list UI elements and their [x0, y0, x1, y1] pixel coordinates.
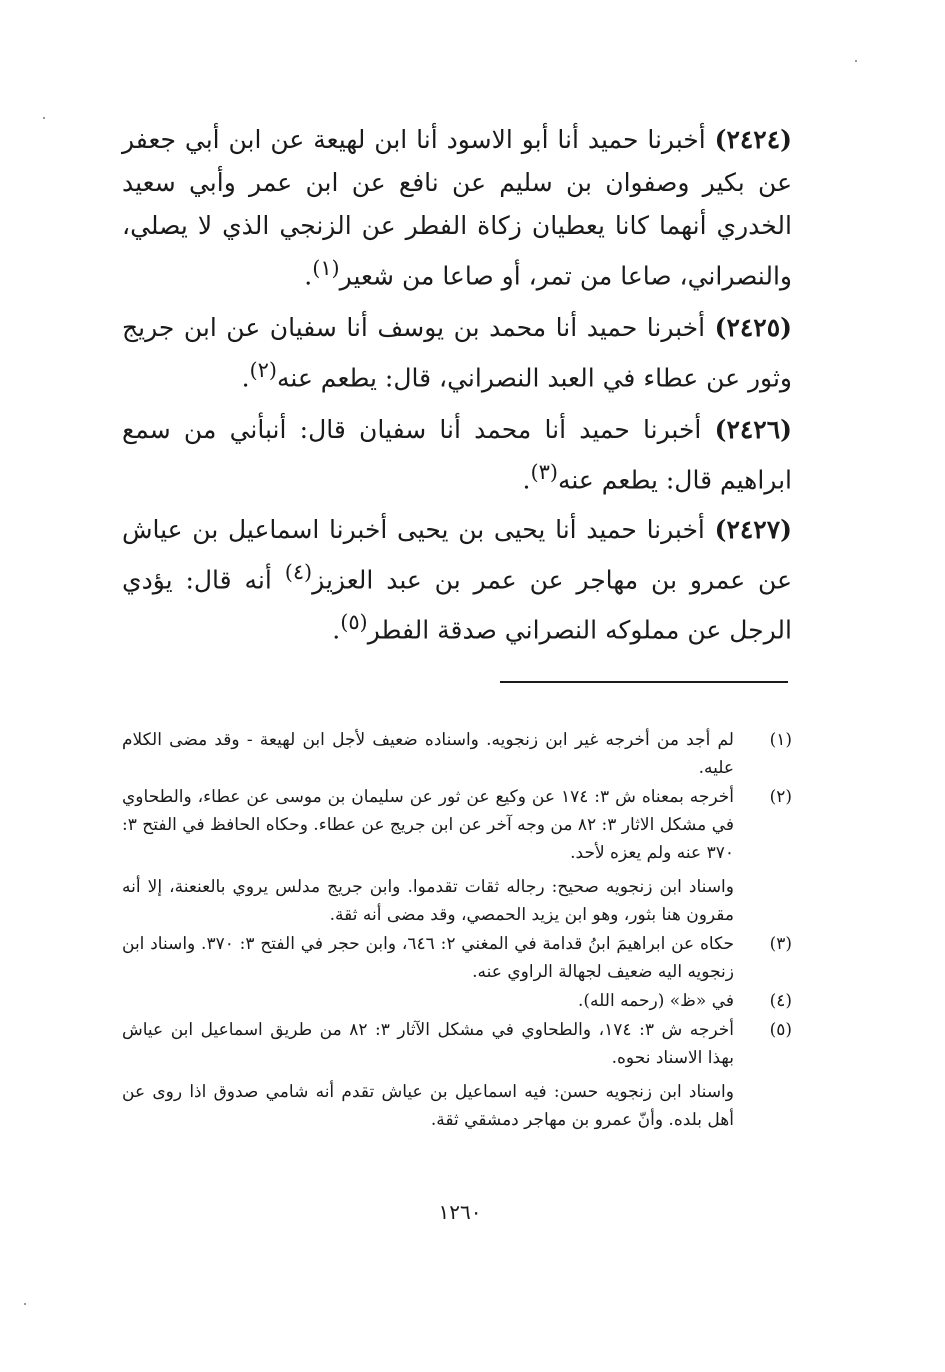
footnote-number: (٣) — [769, 934, 792, 954]
hadith-text: أخبرنا حميد أنا يحيى بن يحيى أخبرنا اسماعيل بن عياش عن عمرو بن مهاجر عن عمر بن عبد العزيز — [122, 515, 792, 595]
hadith-number: (٢٤٢٦) — [714, 415, 792, 444]
footnote-ref: (١) — [312, 256, 340, 280]
footnote-body — [122, 1016, 734, 1134]
footnote-paragraph: واسناد ابن زنجويه حسن: فيه اسماعيل بن عياش تقدم أنه شامي صدوق اذا روى عن أهل بلده. وأنّ عمرو بن مهاجر دمشقي ثقة. — [122, 1082, 734, 1130]
footnote-body — [122, 726, 734, 782]
footnote-paragraph: لم أجد من أخرجه غير ابن زنجويه. واسناده ضعيف لأجل ابن لهيعة - وقد مضى الكلام عليه. — [122, 730, 734, 778]
page-number: ١٢٦٠ — [438, 1200, 482, 1224]
hadith-2425 — [122, 306, 792, 399]
footnote-ref: (٢) — [249, 358, 277, 382]
hadith-number: (٢٤٢٥) — [714, 313, 793, 342]
hadith-2424 — [122, 118, 792, 297]
footnote-body — [122, 987, 734, 1015]
footnote-body — [122, 930, 734, 986]
footnote-ref: (٥) — [340, 610, 368, 635]
footnote-number: (١) — [769, 730, 792, 750]
hadith-text: أنه قال: يؤدي الرجل عن مملوكه النصراني صدقة الفطر — [122, 565, 792, 645]
hadith-2426 — [122, 408, 792, 501]
footnotes — [122, 726, 792, 1135]
hadith-text: أخبرنا حميد أنا محمد بن يوسف أنا سفيان عن ابن جريج وثور عن عطاء في العبد النصراني، قال: يطعم عنه — [122, 313, 792, 393]
hadith-2427 — [122, 508, 792, 652]
sentence-end: . — [304, 261, 313, 291]
footnote-paragraph: حكاه عن ابراهيمَ ابنُ قدامة في المغني ٢: ٦٤٦، وابن حجر في الفتح ٣: ٣٧٠. واسناد ابن زنجويه اليه ضعيف لجهالة الراوي عنه. — [122, 934, 734, 982]
footnote — [122, 1016, 792, 1134]
footnote-body — [122, 783, 734, 929]
footnote-paragraph: أخرجه ش ٣: ١٧٤، والطحاوي في مشكل الآثار ٣: ٨٢ من طريق اسماعيل ابن عياش بهذا الاسناد نحوه. — [122, 1020, 734, 1068]
scan-speck — [43, 117, 45, 119]
footnote-paragraph: أخرجه بمعناه ش ٣: ١٧٤ عن وكيع عن ثور عن سليمان بن موسى عن عطاء، والطحاوي في مشكل الاثار ٣: ٨٢ من وجه آخر عن ابن جريج عن عطاء. وحكاه الحافظ في الفتح ٣: ٣٧٠ عنه ولم يعزه لأحد. — [122, 787, 734, 863]
sentence-end: . — [522, 465, 531, 495]
footnote — [122, 726, 792, 782]
footnote-number: (٥) — [769, 1020, 792, 1040]
footnote — [122, 783, 792, 929]
hadith-number: (٢٤٢٧) — [714, 515, 792, 544]
hadith-number: (٢٤٢٤) — [714, 125, 792, 154]
footnote — [122, 930, 792, 986]
footnote-divider — [500, 681, 788, 683]
footnote-paragraph: في «ظ» (رحمه الله). — [577, 991, 734, 1011]
footnote-number: (٤) — [769, 991, 792, 1011]
scan-speck — [24, 1303, 26, 1305]
sentence-end: . — [332, 615, 341, 645]
footnote-number: (٢) — [769, 787, 792, 807]
footnote-ref: (٤) — [284, 560, 313, 584]
footnote — [122, 987, 792, 1015]
scan-speck — [855, 60, 857, 62]
footnote-ref: (٣) — [530, 460, 558, 484]
hadith-text: أخبرنا حميد أنا أبو الاسود أنا ابن لهيعة عن ابن أبي جعفر عن بكير وصفوان بن سليم عن نافع عن ابن عمر وأبي سعيد الخدري أنهما كانا يعطيان زكاة الفطر عن الزنجي الذي لا يصلي، والنصراني، صاعا من تمر، أو صاعا من شعير — [122, 125, 792, 291]
sentence-end: . — [241, 363, 250, 393]
footnote-paragraph: واسناد ابن زنجويه صحيح: رجاله ثقات تقدموا. وابن جريج مدلس يروي بالعنعنة، إلا أنه مقرون هنا بثور، وهو ابن يزيد الحمصي، وقد مضى أنه ثقة. — [122, 877, 734, 925]
hadith-text: أخبرنا حميد أنا محمد أنا سفيان قال: أنبأني من سمع ابراهيم قال: يطعم عنه — [122, 415, 792, 495]
